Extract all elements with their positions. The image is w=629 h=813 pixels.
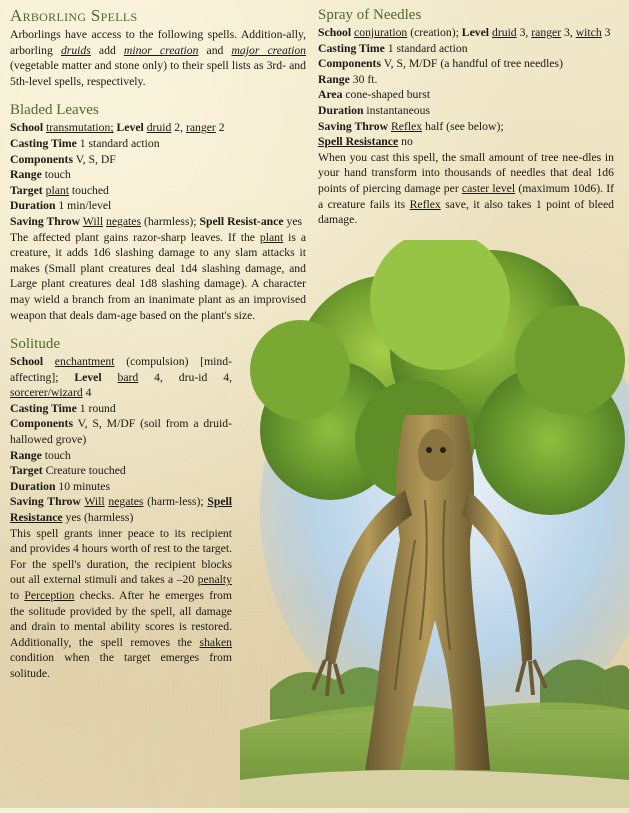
- label: School: [10, 121, 44, 135]
- label: Level: [461, 26, 490, 39]
- desc-text: save, it also takes 1 point of bleed damage.: [318, 197, 614, 227]
- value: 2: [215, 121, 225, 135]
- label: Range: [318, 72, 350, 86]
- link-enchantment[interactable]: enchantment: [54, 355, 115, 369]
- intro-text: Arborlings have access to the following spells. Addition-ally, arborling: [10, 28, 306, 57]
- value: yes: [283, 214, 303, 228]
- right-column: [318, 6, 614, 228]
- label: Level: [74, 370, 102, 384]
- label: Components: [318, 57, 381, 71]
- link-perception[interactable]: Perception: [24, 589, 75, 602]
- value: V, S, DF: [73, 152, 116, 166]
- bladed-description: [10, 230, 306, 324]
- label: School: [10, 355, 44, 369]
- label: Saving Throw: [10, 495, 81, 509]
- bladed-school-line: [10, 120, 306, 136]
- spell-title-spray-of-needles: Spray of Needles: [318, 7, 422, 23]
- spray-area-line: [318, 87, 614, 103]
- desc-text: condition when the target emerges from solitude.: [10, 651, 232, 680]
- label: Saving Throw: [318, 119, 389, 133]
- value: (harm-less);: [143, 495, 208, 509]
- value: instantaneous: [363, 103, 431, 117]
- spray-components-line: [318, 56, 614, 72]
- intro-paragraph: [10, 27, 306, 89]
- link-caster-level[interactable]: caster level: [461, 181, 516, 195]
- value: 1 round: [76, 401, 116, 415]
- desc-text: This spell grants inner peace to its recipient and provides 4 hours worth of rest to the target. For the spell's duration, the recipient blocks out all external stimuli and takes a –20: [10, 526, 232, 587]
- solitude-block: [10, 354, 232, 681]
- value: 2,: [171, 121, 186, 135]
- label: Components: [10, 152, 73, 166]
- label: Target: [10, 464, 43, 478]
- intro-text: (vegetable matter and stone only) to their spell lists as 3rd- and 5th-level spells, respectively.: [10, 59, 306, 88]
- link-ranger-2[interactable]: ranger: [531, 26, 562, 39]
- label: Area: [318, 88, 343, 102]
- spray-duration-line: [318, 103, 614, 119]
- desc-text: (maximum 10d6). If a creature fails its: [318, 181, 614, 211]
- label: Range: [10, 168, 42, 182]
- value: 3,: [561, 26, 576, 39]
- link-negates-2[interactable]: negates: [108, 495, 144, 509]
- solitude-duration-line: [10, 479, 232, 495]
- label: Saving Throw: [10, 214, 81, 228]
- value: touched: [68, 183, 109, 197]
- label: Casting Time: [10, 136, 77, 150]
- bladed-target-line: [10, 183, 306, 199]
- bladed-duration-line: [10, 198, 306, 214]
- value: V, S, M/DF (a handful of tree needles): [381, 57, 563, 71]
- solitude-range-line: [10, 448, 232, 464]
- value: (compulsion) [mind-affecting];: [10, 355, 232, 384]
- spell-title-solitude: Solitude: [10, 336, 61, 353]
- spell-title-bladed-leaves: Bladed Leaves: [10, 102, 99, 119]
- value: 4, dru-id 4,: [138, 370, 233, 384]
- value: yes (harmless): [62, 511, 134, 525]
- value: 1 min/level: [55, 199, 112, 213]
- bladed-save-line: [10, 214, 306, 230]
- label: Casting Time: [318, 41, 385, 55]
- link-will-2[interactable]: Will: [84, 495, 105, 509]
- desc-text: is a creature, it adds 1d6 slashing damage to any slam attacks it makes (Small plant creatures deal 1d4 slashing damage, and Large plant creatures deal 1d8 slashing damage). A character may wield a branch from an inanimate plant as an improvised weapon that deals dam-age based on the plant's size.: [10, 230, 307, 322]
- label: Components: [10, 417, 73, 431]
- label: Target: [10, 183, 43, 197]
- link-ranger[interactable]: ranger: [185, 121, 216, 135]
- value: cone-shaped burst: [342, 88, 431, 102]
- value: 4: [82, 386, 92, 400]
- link-sorcerer-wizard[interactable]: sorcerer/wizard: [10, 386, 83, 400]
- solitude-school-line: [10, 354, 232, 401]
- intro-text: add: [90, 43, 124, 57]
- link-druids[interactable]: druids: [60, 43, 91, 57]
- value: 30 ft.: [349, 72, 378, 86]
- desc-text: The affected plant gains razor-sharp leaves. If the: [10, 230, 260, 244]
- link-witch[interactable]: witch: [575, 26, 602, 39]
- spray-school-line: [318, 25, 614, 41]
- link-bard[interactable]: bard: [117, 370, 139, 384]
- link-shaken[interactable]: shaken: [199, 635, 232, 649]
- value: 3: [601, 26, 611, 39]
- solitude-target-line: [10, 463, 232, 479]
- solitude-casting-line: [10, 401, 232, 417]
- link-spell-resistance-2[interactable]: Spell Resistance: [318, 135, 399, 149]
- link-penalty[interactable]: penalty: [197, 573, 232, 587]
- value: touch: [41, 448, 71, 462]
- spray-description: [318, 150, 614, 228]
- link-plant[interactable]: plant: [45, 183, 69, 197]
- desc-text: checks. After he emerges from the solitude provided by the spell, all damage and drain to mental ability scores is restored. Additionally, the spell removes the: [10, 589, 232, 649]
- link-conjuration[interactable]: conjuration: [354, 26, 408, 39]
- solitude-components-line: [10, 416, 232, 447]
- value: (creation);: [407, 26, 462, 39]
- value: Creature touched: [42, 464, 126, 478]
- link-plant-2[interactable]: plant: [259, 230, 284, 244]
- link-will[interactable]: Will: [82, 214, 104, 228]
- label: Level: [116, 121, 144, 135]
- link-spell-resistance[interactable]: Spell Resistance: [10, 495, 233, 525]
- desc-text: to: [10, 589, 25, 602]
- label: Spell Resist-ance: [199, 214, 284, 228]
- link-druid-2[interactable]: druid: [491, 26, 517, 39]
- solitude-description: [10, 526, 232, 682]
- value: no: [398, 135, 413, 149]
- label: Range: [10, 448, 42, 462]
- spray-casting-line: [318, 41, 614, 57]
- label: Duration: [318, 103, 364, 117]
- link-minor-creation[interactable]: minor creation: [123, 43, 199, 57]
- label: Duration: [10, 479, 56, 493]
- link-reflex-2[interactable]: Reflex: [409, 197, 441, 211]
- value: (harmless);: [141, 214, 200, 228]
- bladed-casting-line: [10, 136, 306, 152]
- spray-range-line: [318, 72, 614, 88]
- link-druid[interactable]: druid: [146, 121, 172, 135]
- spray-save-line: [318, 119, 614, 135]
- label: School: [318, 26, 352, 39]
- link-reflex[interactable]: Reflex: [390, 119, 423, 133]
- desc-text: When you cast this spell, the small amount of tree nee-dles in your hand transform into thousands of needles that deal 1d6 points of piercing damage per: [318, 150, 614, 195]
- link-major-creation[interactable]: major creation: [231, 43, 307, 57]
- value: 1 standard action: [384, 41, 468, 55]
- value: V, S, M/DF (soil from a druid-hallowed grove): [10, 417, 232, 447]
- value: 3,: [516, 26, 532, 39]
- link-transmutation[interactable]: transmutation;: [46, 121, 114, 135]
- left-column: [10, 6, 306, 682]
- label: Casting Time: [10, 401, 77, 415]
- value: half (see below);: [422, 119, 504, 133]
- section-title-arborling-spells: Arborling Spells: [10, 6, 138, 25]
- solitude-save-line: [10, 494, 232, 525]
- link-negates[interactable]: negates: [106, 214, 142, 228]
- spray-sr-line: [318, 134, 614, 150]
- label: Duration: [10, 199, 56, 213]
- value: 10 minutes: [55, 479, 111, 493]
- bladed-range-line: [10, 167, 306, 183]
- value: touch: [41, 168, 71, 182]
- intro-text: and: [198, 43, 232, 57]
- value: 1 standard action: [76, 136, 160, 150]
- bladed-components-line: [10, 152, 306, 168]
